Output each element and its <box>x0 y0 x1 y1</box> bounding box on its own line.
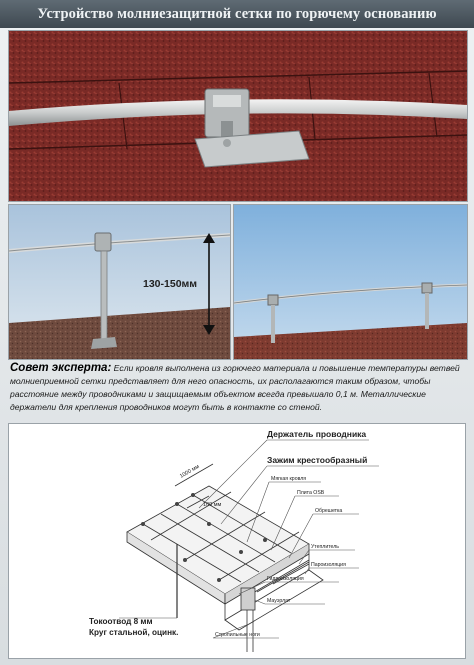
label-vapor-barrier: Пароизоляция <box>311 562 346 568</box>
expert-tip-text: Если кровля выполнена из горючего материала и повышение температуры ветвей молниеприемной сетки представляет для него опасность, их располагаются таким образом, чтобы расстояние между проводниками и защищаемым объектом всегда превышало 0,1 м. Металлические держатели для крепления проводников могут быть в контакте со стеной. <box>10 363 460 412</box>
label-rafters: Стропильные ноги <box>215 632 260 638</box>
label-down-conductor: Токоотвод 8 мм <box>89 617 153 626</box>
photo-holder-height <box>8 204 231 360</box>
label-insulation: Утеплитель <box>311 544 339 550</box>
roof-section-diagram <box>8 423 466 659</box>
label-lathing: Обрешетка <box>315 508 343 514</box>
label-down-conductor-material: Круг стальной, оцинк. <box>89 628 179 637</box>
label-cross-clamp: Зажим крестообразный <box>267 455 368 465</box>
expert-tip-lead: Совет эксперта: <box>10 362 112 374</box>
label-waterproofing: Гидроизоляция <box>267 576 304 582</box>
label-osb: Плита OSB <box>297 490 325 496</box>
label-conductor-holder: Держатель проводника <box>267 429 367 439</box>
label-dim-100: 100 мм <box>203 502 222 508</box>
photo-ridge-conductor <box>233 204 468 360</box>
label-dim-1000: 1000 мм <box>179 463 201 480</box>
photo-clamp-closeup <box>8 30 468 202</box>
label-soft-roof: Мягкая кровля <box>271 476 307 482</box>
expert-tip <box>10 362 466 418</box>
label-mauerlat: Мауэрлат <box>267 598 291 604</box>
height-dimension-label: 130-150мм <box>143 278 198 290</box>
page-title: Устройство молниезащитной сетки по горючему основанию <box>0 0 474 28</box>
